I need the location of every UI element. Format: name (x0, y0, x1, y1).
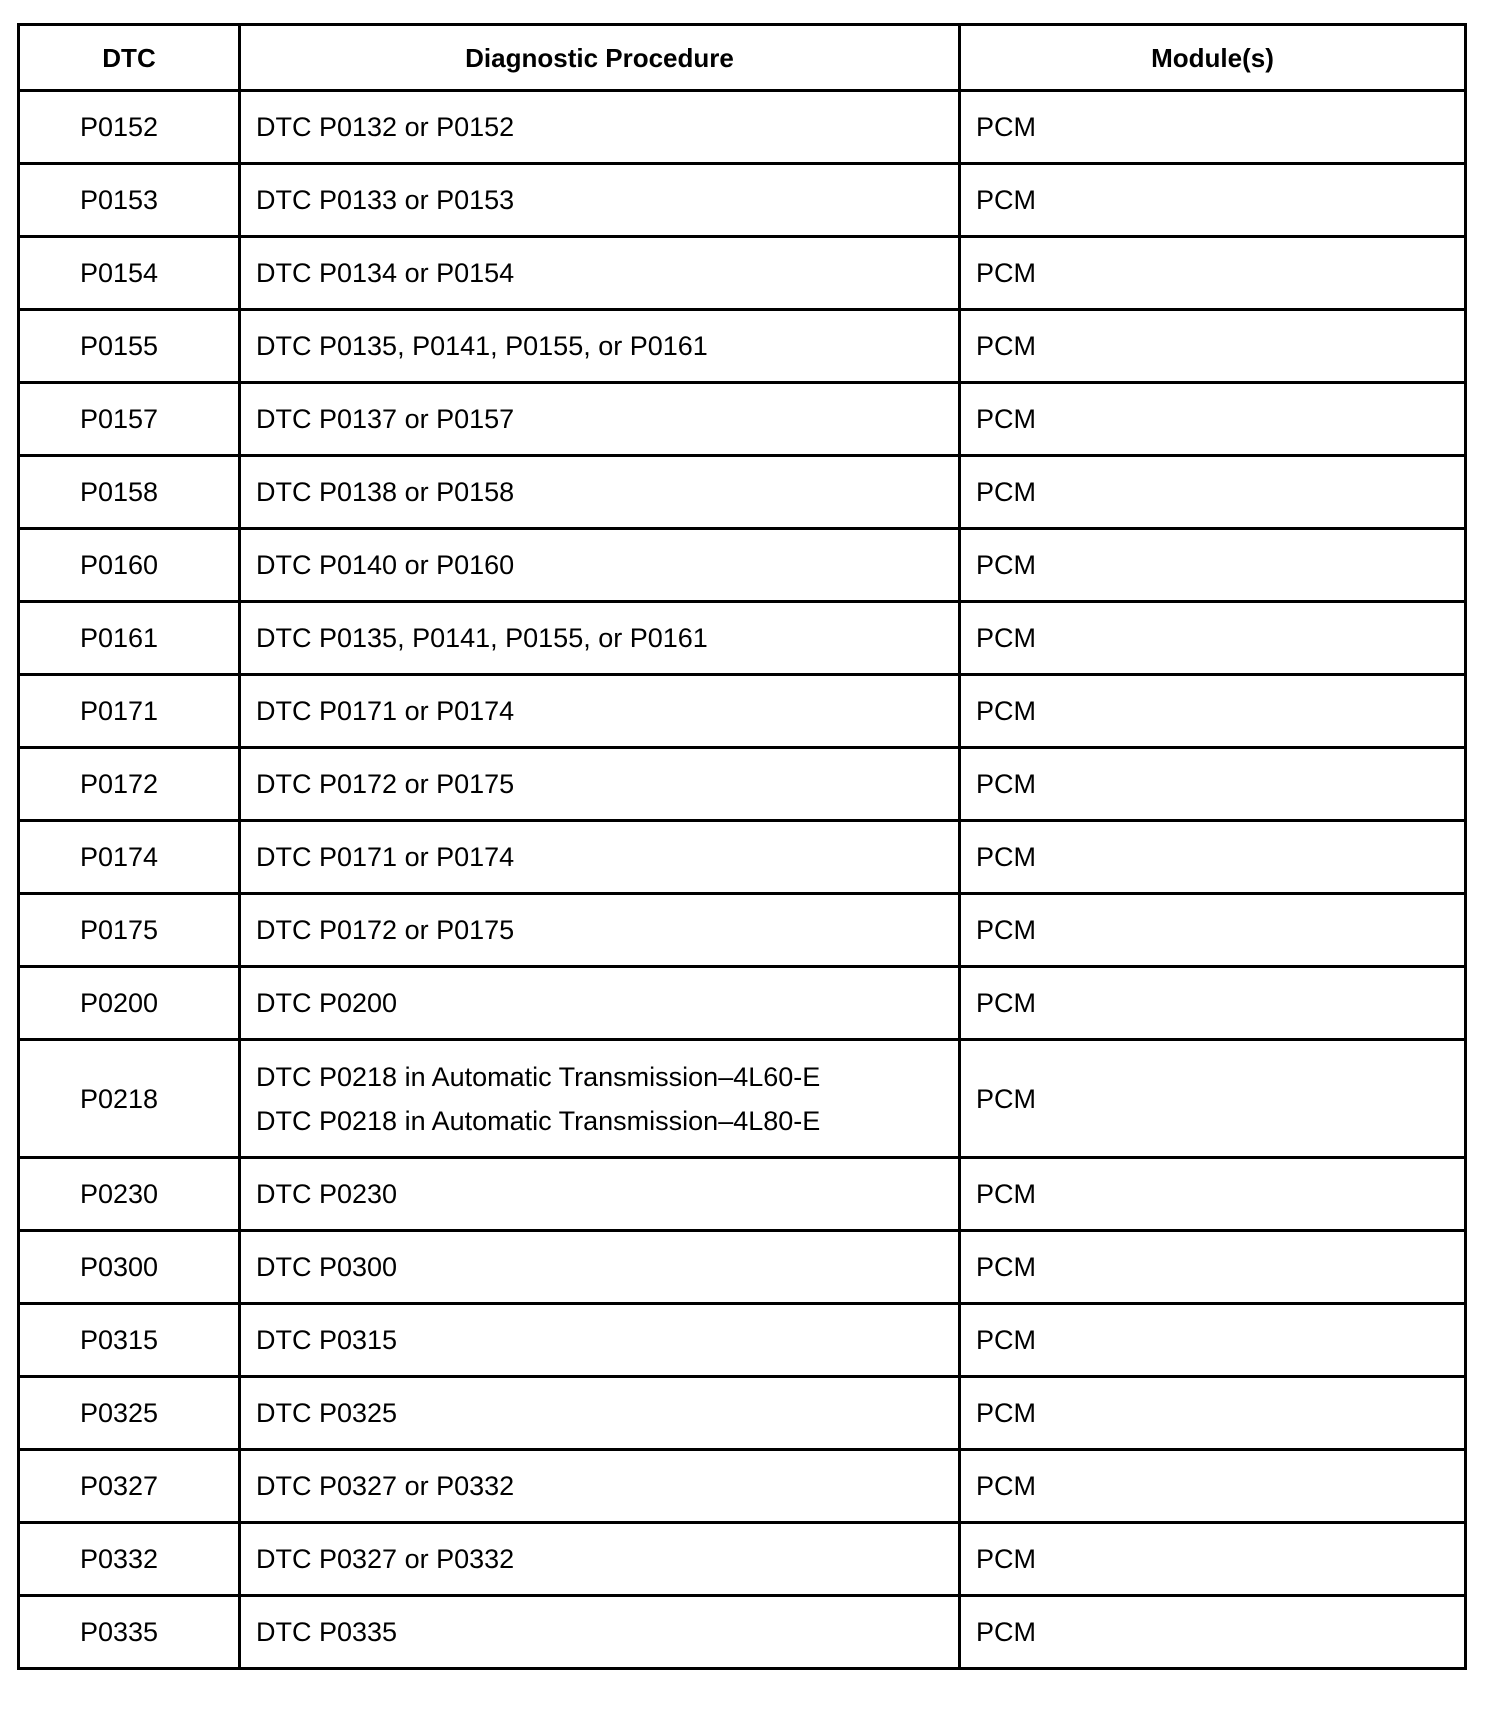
dtc-code-cell: P0200 (19, 967, 240, 1040)
module-cell: PCM (960, 894, 1466, 967)
table-row (19, 383, 1466, 456)
dtc-code-cell: P0157 (19, 383, 240, 456)
table-row (19, 1158, 1466, 1231)
diagnostic-procedure-cell (240, 456, 960, 529)
dtc-code-cell: P0218 (19, 1040, 240, 1158)
module-cell: PCM (960, 164, 1466, 237)
module-cell: PCM (960, 1158, 1466, 1231)
module-cell: PCM (960, 1450, 1466, 1523)
module-cell: PCM (960, 237, 1466, 310)
dtc-code-cell: P0155 (19, 310, 240, 383)
dtc-code-cell: P0175 (19, 894, 240, 967)
diagnostic-procedure-link[interactable]: DTC P0172 or P0175 (256, 769, 515, 799)
module-cell: PCM (960, 1231, 1466, 1304)
diagnostic-procedure-cell (240, 675, 960, 748)
dtc-code-cell: P0152 (19, 91, 240, 164)
diagnostic-procedure-link[interactable]: DTC P0133 or P0153 (256, 185, 515, 215)
diagnostic-procedure-cell (240, 529, 960, 602)
diagnostic-procedure-link[interactable]: DTC P0315 (256, 1325, 398, 1355)
table-row (19, 1377, 1466, 1450)
diagnostic-procedure-cell (240, 237, 960, 310)
diagnostic-procedure-link[interactable]: DTC P0140 or P0160 (256, 550, 515, 580)
module-cell: PCM (960, 1377, 1466, 1450)
diagnostic-procedure-cell (240, 1377, 960, 1450)
diagnostic-procedure-cell (240, 1304, 960, 1377)
module-cell: PCM (960, 748, 1466, 821)
table-row (19, 675, 1466, 748)
module-cell: PCM (960, 456, 1466, 529)
dtc-code-cell: P0332 (19, 1523, 240, 1596)
table-row (19, 456, 1466, 529)
table-row (19, 748, 1466, 821)
dtc-code-cell: P0174 (19, 821, 240, 894)
table-row (19, 237, 1466, 310)
diagnostic-procedure-cell (240, 1596, 960, 1669)
dtc-code-cell: P0154 (19, 237, 240, 310)
diagnostic-procedure-cell (240, 821, 960, 894)
header-diagnostic-procedure: Diagnostic Procedure (240, 25, 960, 91)
table-row (19, 967, 1466, 1040)
diagnostic-procedure-cell (240, 1040, 960, 1158)
table-row (19, 529, 1466, 602)
table-row (19, 894, 1466, 967)
dtc-code-cell: P0325 (19, 1377, 240, 1450)
diagnostic-procedure-link[interactable]: DTC P0134 or P0154 (256, 258, 515, 288)
table-row (19, 91, 1466, 164)
diagnostic-procedure-cell (240, 91, 960, 164)
diagnostic-procedure-link[interactable]: DTC P0335 (256, 1617, 398, 1647)
table-header (19, 25, 1466, 91)
diagnostic-procedure-cell (240, 1523, 960, 1596)
table-row (19, 1231, 1466, 1304)
module-cell: PCM (960, 1040, 1466, 1158)
header-dtc: DTC (19, 25, 240, 91)
diagnostic-procedure-cell (240, 164, 960, 237)
diagnostic-procedure-cell (240, 310, 960, 383)
diagnostic-procedure-link[interactable]: DTC P0327 or P0332 (256, 1471, 515, 1501)
module-cell: PCM (960, 91, 1466, 164)
dtc-code-cell: P0335 (19, 1596, 240, 1669)
table-row (19, 1304, 1466, 1377)
diagnostic-procedure-link[interactable]: DTC P0200 (256, 988, 398, 1018)
diagnostic-procedure-cell (240, 602, 960, 675)
module-cell: PCM (960, 1596, 1466, 1669)
diagnostic-procedure-link[interactable]: DTC P0218 in Automatic Transmission–4L60-E (256, 1061, 821, 1092)
table-row (19, 164, 1466, 237)
diagnostic-procedure-link[interactable]: DTC P0138 or P0158 (256, 477, 515, 507)
diagnostic-procedure-link[interactable]: DTC P0300 (256, 1252, 398, 1282)
table-body (19, 91, 1466, 1669)
module-cell: PCM (960, 967, 1466, 1040)
module-cell: PCM (960, 1523, 1466, 1596)
diagnostic-procedure-cell (240, 383, 960, 456)
dtc-code-cell: P0153 (19, 164, 240, 237)
module-cell: PCM (960, 1304, 1466, 1377)
diagnostic-procedure-link[interactable]: DTC P0132 or P0152 (256, 112, 515, 142)
module-cell: PCM (960, 310, 1466, 383)
diagnostic-procedure-cell (240, 894, 960, 967)
dtc-code-cell: P0230 (19, 1158, 240, 1231)
table-row (19, 310, 1466, 383)
diagnostic-procedure-link[interactable]: DTC P0218 in Automatic Transmission–4L80-E (256, 1105, 821, 1136)
header-modules: Module(s) (960, 25, 1466, 91)
dtc-code-cell: P0171 (19, 675, 240, 748)
table-row (19, 1450, 1466, 1523)
table-row (19, 602, 1466, 675)
diagnostic-procedure-link[interactable]: DTC P0327 or P0332 (256, 1544, 515, 1574)
dtc-code-cell: P0300 (19, 1231, 240, 1304)
dtc-code-cell: P0160 (19, 529, 240, 602)
dtc-code-cell: P0327 (19, 1450, 240, 1523)
diagnostic-procedure-link[interactable]: DTC P0135, P0141, P0155, or P0161 (256, 623, 708, 653)
diagnostic-procedure-link[interactable]: DTC P0325 (256, 1398, 398, 1428)
diagnostic-procedure-link[interactable]: DTC P0137 or P0157 (256, 404, 515, 434)
table-row (19, 1040, 1466, 1158)
table-row (19, 1523, 1466, 1596)
diagnostic-procedure-cell (240, 1158, 960, 1231)
diagnostic-procedure-link[interactable]: DTC P0230 (256, 1179, 398, 1209)
module-cell: PCM (960, 675, 1466, 748)
dtc-code-cell: P0315 (19, 1304, 240, 1377)
dtc-code-cell: P0172 (19, 748, 240, 821)
diagnostic-procedure-link[interactable]: DTC P0171 or P0174 (256, 696, 515, 726)
module-cell: PCM (960, 821, 1466, 894)
module-cell: PCM (960, 529, 1466, 602)
diagnostic-procedure-link[interactable]: DTC P0171 or P0174 (256, 842, 515, 872)
diagnostic-procedure-cell (240, 1231, 960, 1304)
table-row (19, 1596, 1466, 1669)
module-cell: PCM (960, 383, 1466, 456)
dtc-code-cell: P0158 (19, 456, 240, 529)
diagnostic-procedure-link[interactable]: DTC P0135, P0141, P0155, or P0161 (256, 331, 708, 361)
dtc-code-cell: P0161 (19, 602, 240, 675)
diagnostic-procedure-cell (240, 967, 960, 1040)
diagnostic-procedure-cell (240, 1450, 960, 1523)
diagnostic-procedure-link[interactable]: DTC P0172 or P0175 (256, 915, 515, 945)
dtc-table (17, 23, 1467, 1670)
table-row (19, 821, 1466, 894)
diagnostic-procedure-cell (240, 748, 960, 821)
module-cell: PCM (960, 602, 1466, 675)
header-row (19, 25, 1466, 91)
